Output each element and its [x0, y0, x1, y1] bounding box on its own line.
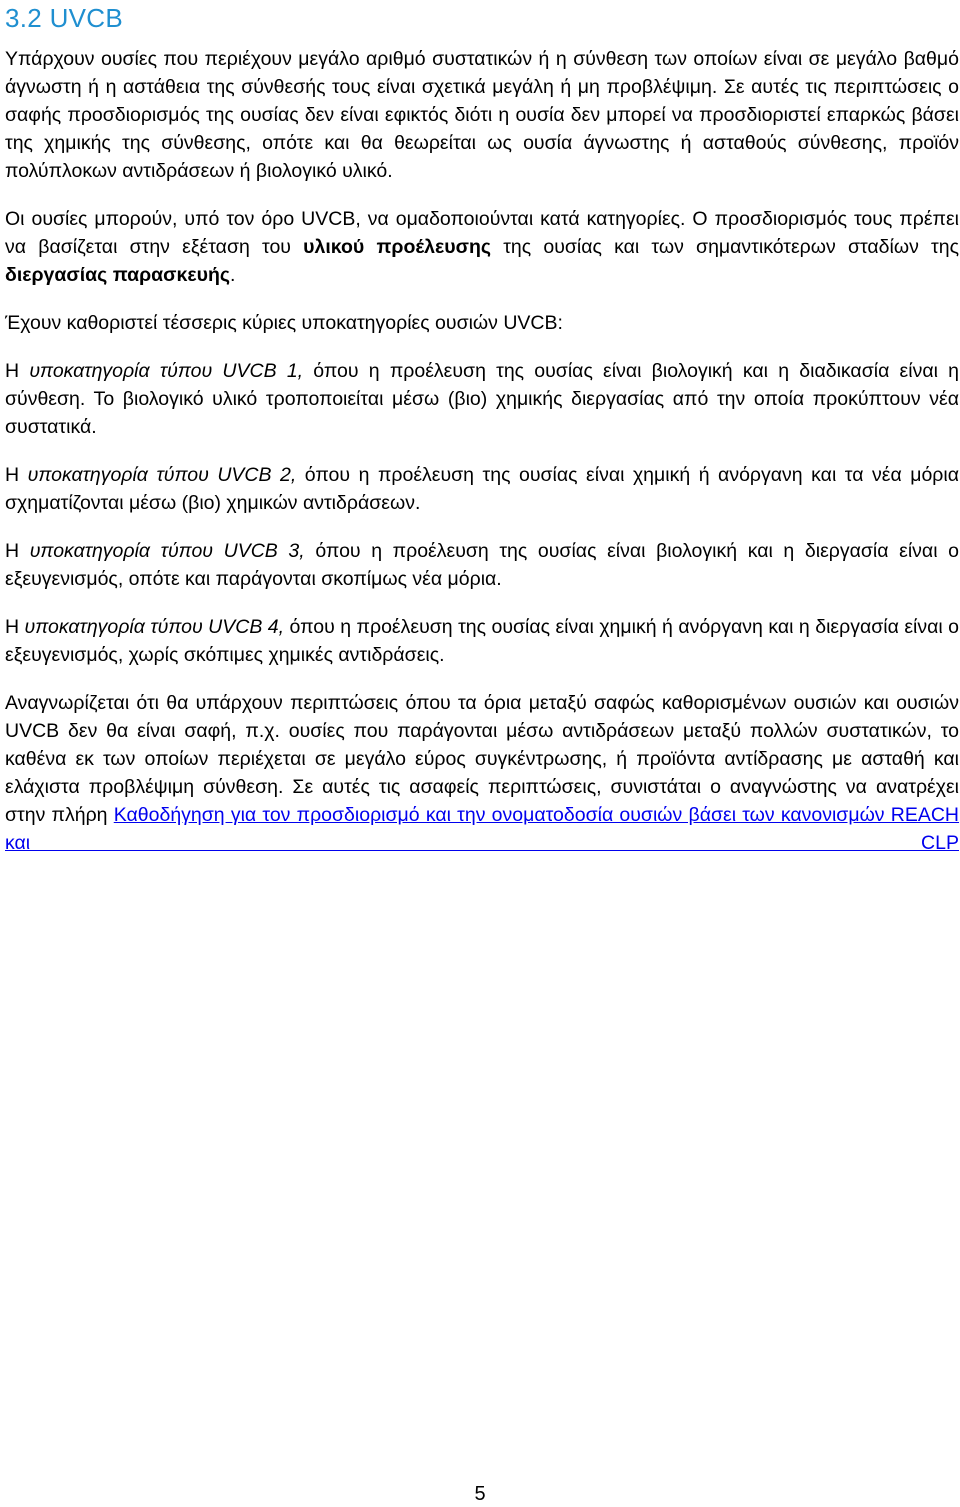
- subtype-4-label: υποκατηγορία τύπου UVCB 4,: [24, 616, 285, 638]
- section-number: 3.2: [5, 3, 43, 33]
- document-page: [5, 0, 959, 857]
- intro-paragraph: Υπάρχουν ουσίες που περιέχουν μεγάλο αριθμό συστατικών ή η σύνθεση των οποίων είναι σε μεγάλο βαθμό άγνωστη ή η αστάθεια της σύνθεσής τους είναι σχετικά μεγάλη ή μη προβλέψιμη. Σε αυτές τις περιπτώσεις ο σαφής προσδιορισμός της ουσίας δεν είναι εφικτός διότι η ουσία δεν μπορεί να προσδιοριστεί επαρκώς βάσει της χημικής της σύνθεσης, οπότε και θα θεωρείται ως ουσία άγνωστης ή ασταθούς σύνθεσης, προϊόν πολύπλοκων αντιδράσεων ή βιολογικό υλικό.: [5, 48, 959, 182]
- subtype-4-paragraph: [5, 613, 959, 669]
- boundary-cases-text: Αναγνωρίζεται ότι θα υπάρχουν περιπτώσεις όπου τα όρια μεταξύ σαφώς καθορισμένων ουσιών και ουσιών UVCB δεν θα είναι σαφή, π.χ. ουσίες που παράγονται μέσω αντιδράσεων μεταξύ πολλών συστατικών, το καθένα εκ των οποίων περιέχεται σε μεγάλο εύρος συγκέντρωσης, ή προϊόντα αντίδρασης με ασταθή και ελάχιστα προβλέψιμη σύνθεση. Σε αυτές τις ασαφείς περιπτώσεις, συνιστάται ο αναγνώστης να ανατρέχει στην πλήρη: [5, 692, 959, 826]
- grouping-paragraph: [5, 205, 959, 289]
- page-number: 5: [474, 1483, 486, 1505]
- subtypes-intro: Έχουν καθοριστεί τέσσερις κύριες υποκατηγορίες ουσιών UVCB:: [5, 312, 563, 334]
- subtype-3-lead: Η: [5, 540, 30, 562]
- subtype-1-label: υποκατηγορία τύπου UVCB 1,: [29, 360, 304, 382]
- manufacturing-process-term: διεργασίας παρασκευής: [5, 264, 230, 286]
- subtype-1-lead: Η: [5, 360, 30, 382]
- subtype-4-text: όπου η προέλευση της ουσίας είναι χημική ή ανόργανη και η διεργασία είναι ο εξευγενισμός, χωρίς σκόπιμες χημικές αντιδράσεις.: [5, 616, 960, 666]
- subtype-2-label: υποκατηγορία τύπου UVCB 2,: [27, 464, 297, 486]
- source-material-term: υλικού προέλευσης: [303, 236, 492, 258]
- subtype-2-paragraph: [5, 461, 959, 517]
- subtype-3-label: υποκατηγορία τύπου UVCB 3,: [29, 540, 305, 562]
- grouping-text-2: της ουσίας και των σημαντικότερων σταδίων της: [491, 236, 959, 258]
- subtype-2-lead: Η: [5, 464, 28, 486]
- subtype-1-paragraph: [5, 357, 959, 441]
- subtype-2-text: όπου η προέλευση της ουσίας είναι χημική ή ανόργανη και τα νέα μόρια σχηματίζονται μέσω (βιο) χημικών αντιδράσεων.: [5, 464, 960, 514]
- subtype-3-paragraph: [5, 537, 959, 593]
- grouping-text-1: Οι ουσίες μπορούν, υπό τον όρο UVCB, να ομαδοποιούνται κατά κατηγορίες. Ο προσδιορισμός τους πρέπει να βασίζεται στην εξέταση του: [5, 208, 959, 258]
- grouping-text-3: .: [230, 264, 236, 286]
- subtype-4-lead: Η: [5, 616, 25, 638]
- subtype-1-text: όπου η προέλευση της ουσίας είναι βιολογική και η διαδικασία είναι η σύνθεση. Το βιολογικό υλικό τροποποιείται μέσω (βιο) χημικής διεργασίας από την οποία προκύπτουν νέα συστατικά.: [5, 360, 960, 438]
- subtype-3-text: όπου η προέλευση της ουσίας είναι βιολογική και η διεργασία είναι ο εξευγενισμός, οπότε και παράγονται σκοπίμως νέα μόρια.: [5, 540, 960, 590]
- section-heading: [5, 0, 959, 34]
- guidance-link[interactable]: Καθοδήγηση για τον προσδιορισμό και την ονοματοδοσία ουσιών βάσει των κανονισμών REACH και CLP: [5, 804, 960, 854]
- boundary-cases-paragraph: [5, 689, 959, 857]
- section-title: UVCB: [49, 3, 124, 33]
